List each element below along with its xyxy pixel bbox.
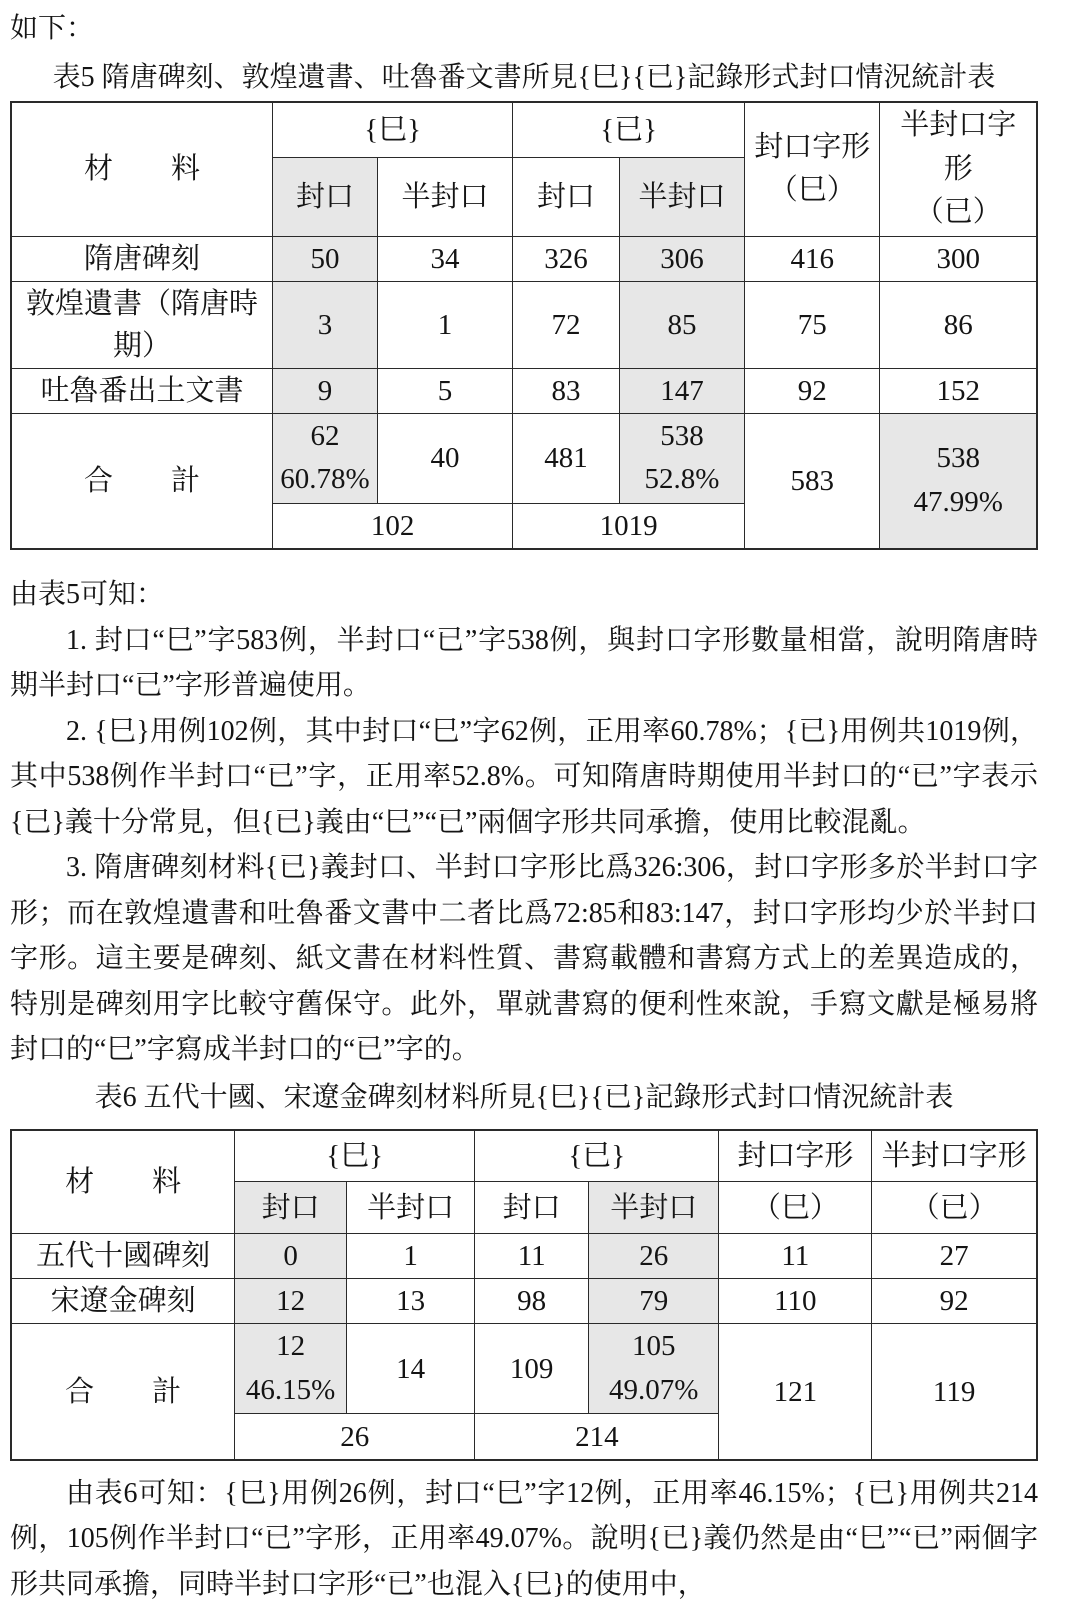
t5-r0-yi-ban: 306: [619, 236, 744, 281]
t6-r0-ban-total: 27: [872, 1234, 1037, 1279]
t5-r0-yi-feng: 326: [513, 236, 620, 281]
t5-r2-si-ban: 5: [377, 368, 512, 413]
t5-header-fengkou-zixing: [745, 102, 880, 236]
analysis5-point2: 2. {巳}用例102例，其中封口“巳”字62例，正用率60.78%；{已}用例共1019例，其中538例作半封口“已”字，正用率52.8%。可知隋唐時期使用半封口的“已”字表示{已}義十分常見，但{已}義由“巳”“已”兩個字形共同承擔，使用比較混亂。: [10, 715, 1038, 838]
t6-subheader-fengkou-si: 封口: [235, 1182, 347, 1234]
t6-subheader-banfengkou-yi: 半封口: [589, 1182, 719, 1234]
t5-subheader-fengkou-si: 封口: [273, 158, 378, 236]
t6-total-label: 合 計: [11, 1324, 235, 1460]
t6-total-ban: 119: [872, 1324, 1037, 1460]
analysis6-paragraph: 由表6可知：{巳}用例26例，封口“巳”字12例，正用率46.15%；{已}用例共214例，105例作半封口“已”字形，正用率49.07%。說明{已}義仍然是由“巳”“已”兩個字形共同承擔，同時半封口字形“已”也混入{巳}的使用中，: [10, 1477, 1038, 1600]
t6-total-si-feng-count: 12: [276, 1330, 306, 1363]
t6-r0-yi-ban: 26: [589, 1234, 719, 1279]
t6-r1-feng-total: 110: [719, 1279, 872, 1324]
table5: [10, 101, 1038, 550]
t6-sum-yi: 214: [475, 1414, 719, 1460]
t5-r2-yi-feng: 83: [513, 368, 620, 413]
t5-r2-ban-total: 152: [880, 368, 1037, 413]
t5-header-banfengkou-zixing-line1: 半封口字: [900, 109, 1017, 141]
t6-total-si-feng-pct: 46.15%: [245, 1373, 336, 1406]
t5-sum-si: 102: [273, 503, 513, 549]
intro-text: 如下：: [10, 13, 95, 44]
t6-subheader-fengkou-yi: 封口: [475, 1182, 589, 1234]
t5-header-fengkou-zixing-line1: 封口字形: [754, 130, 871, 163]
t6-total-yi-feng: 109: [475, 1324, 589, 1414]
t5-subheader-fengkou-yi: 封口: [513, 158, 620, 236]
t5-subheader-banfengkou-yi: 半封口: [619, 158, 744, 236]
t5-total-si-feng-count: 62: [310, 419, 340, 452]
table-row: [11, 236, 1037, 281]
t6-total-feng: 121: [719, 1324, 872, 1460]
t6-header-fengkou-zixing: 封口字形: [719, 1130, 872, 1182]
analysis5-lead: 由表5可知：: [10, 579, 165, 611]
t6-r1-si-feng: 12: [235, 1279, 347, 1324]
t5-header-fengkou-zixing-line2: （巳）: [768, 174, 856, 207]
t5-r1-feng-total: 75: [745, 281, 880, 368]
t5-total-feng: 583: [745, 413, 880, 549]
t6-r0-si-ban: 1: [346, 1234, 474, 1279]
t5-r0-si-feng: 50: [273, 236, 378, 281]
t6-subheader-banfengkou-si: 半封口: [346, 1182, 474, 1234]
t5-r2-label: 吐魯番出土文書: [11, 368, 273, 413]
table6: [10, 1129, 1038, 1461]
t5-r0-feng-total: 416: [745, 236, 880, 281]
t5-r1-si-ban: 1: [377, 281, 512, 368]
t5-total-ban-count: 538: [936, 442, 980, 475]
t6-subheader-fengkou-char: （巳）: [719, 1182, 872, 1234]
t5-subheader-banfengkou-si: 半封口: [377, 158, 512, 236]
t6-r1-si-ban: 13: [346, 1279, 474, 1324]
t6-r1-label: 宋遼金碑刻: [11, 1279, 235, 1324]
t5-header-banfengkou-zixing-line3: （已）: [914, 196, 1002, 228]
t6-header-group-si: {巳}: [235, 1130, 475, 1182]
t5-r0-ban-total: 300: [880, 236, 1037, 281]
t6-header-material: 材 料: [11, 1130, 235, 1234]
t5-header-group-si: {巳}: [273, 102, 513, 158]
t5-total-ban-pct: 47.99%: [913, 485, 1003, 518]
t6-total-si-feng: [235, 1324, 347, 1414]
t5-header-banfengkou-zixing-line2: 形: [943, 152, 973, 185]
t6-r1-yi-feng: 98: [475, 1279, 589, 1324]
t5-r1-yi-ban: 85: [619, 281, 744, 368]
t5-r0-si-ban: 34: [377, 236, 512, 281]
t5-r1-label: 敦煌遺書（隋唐時期）: [11, 281, 273, 368]
table-row: [11, 1324, 1037, 1414]
t5-r0-label: 隋唐碑刻: [11, 236, 273, 281]
t6-subheader-banfengkou-char: （已）: [872, 1182, 1037, 1234]
t5-sum-yi: 1019: [513, 503, 745, 549]
t5-total-yi-ban-count: 538: [660, 419, 704, 452]
t6-header-banfengkou-zixing: 半封口字形: [872, 1130, 1037, 1182]
t5-total-ban: [880, 413, 1037, 549]
t5-total-si-feng-pct: 60.78%: [280, 463, 370, 496]
table-row: [11, 368, 1037, 413]
t5-header-group-yi: {已}: [513, 102, 745, 158]
t6-r1-ban-total: 92: [872, 1279, 1037, 1324]
t6-total-yi-ban-count: 105: [632, 1330, 676, 1363]
t6-total-si-ban: 14: [346, 1324, 474, 1414]
t6-r1-yi-ban: 79: [589, 1279, 719, 1324]
t5-r1-si-feng: 3: [273, 281, 378, 368]
t6-r0-label: 五代十國碑刻: [11, 1234, 235, 1279]
t5-total-si-feng: [273, 413, 378, 503]
t6-total-yi-ban-pct: 49.07%: [609, 1373, 699, 1406]
t6-total-yi-ban: [589, 1324, 719, 1414]
t5-total-yi-ban: [619, 413, 744, 503]
t6-r0-feng-total: 11: [719, 1234, 872, 1279]
t6-r0-si-feng: 0: [235, 1234, 347, 1279]
table5-title: 表5 隋唐碑刻、敦煌遺書、吐魯番文書所見{巳}{已}記錄形式封口情況統計表: [52, 62, 996, 93]
table6-title: 表6 五代十國、宋遼金碑刻材料所見{巳}{已}記錄形式封口情況統計表: [94, 1081, 954, 1113]
table-row: [11, 413, 1037, 503]
t6-r0-yi-feng: 11: [475, 1234, 589, 1279]
t6-header-group-yi: {已}: [475, 1130, 719, 1182]
t5-r2-si-feng: 9: [273, 368, 378, 413]
analysis5-point3: 3. 隋唐碑刻材料{已}義封口、半封口字形比爲326:306，封口字形多於半封口字形；而在敦煌遺書和吐魯番文書中二者比爲72:85和83:147，封口字形均少於半封口字形。這主要是碑刻、紙文書在材料性質、書寫載體和書寫方式上的差異造成的，特別是碑刻用字比較守舊保守。此外，單就書寫的便利性來說，手寫文獻是極易將封口的“巳”字寫成半封口的“已”字的。: [10, 852, 1038, 1066]
t5-total-yi-ban-pct: 52.8%: [644, 463, 720, 496]
t5-total-label: 合 計: [11, 413, 273, 549]
t5-r2-feng-total: 92: [745, 368, 880, 413]
table-row: [11, 281, 1037, 368]
t5-r2-yi-ban: 147: [619, 368, 744, 413]
t5-header-material: 材 料: [11, 102, 273, 236]
t5-total-yi-feng: 481: [513, 413, 620, 503]
analysis5-point1: 1. 封口“巳”字583例，半封口“已”字538例，與封口字形數量相當，說明隋唐時期半封口“已”字形普遍使用。: [10, 624, 1038, 702]
table-row: [11, 1279, 1037, 1324]
t5-r1-yi-feng: 72: [513, 281, 620, 368]
t5-r1-ban-total: 86: [880, 281, 1037, 368]
t6-sum-si: 26: [235, 1414, 475, 1460]
table-row: [11, 1234, 1037, 1279]
t5-header-banfengkou-zixing: [880, 102, 1037, 236]
t5-total-si-ban: 40: [377, 413, 512, 503]
